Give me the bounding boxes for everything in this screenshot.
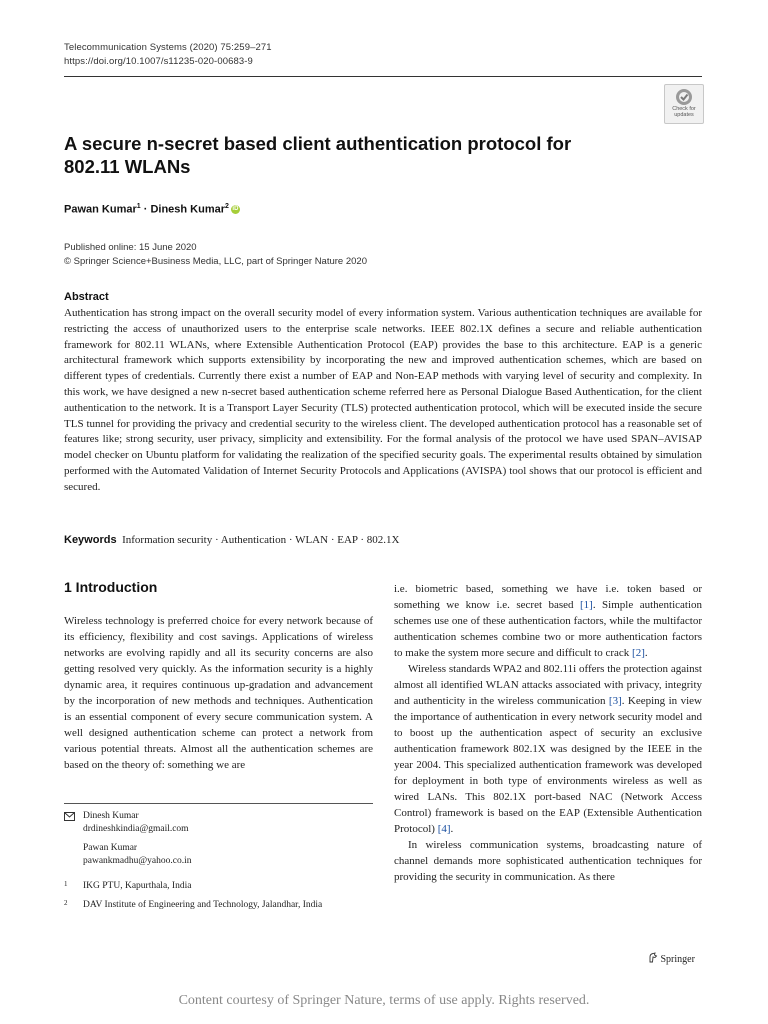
intro-paragraph [394,661,702,837]
author-name[interactable]: Pawan Kumar [64,203,137,216]
contact-email[interactable]: drdineshkindia@gmail.com [83,823,189,834]
abstract-heading: Abstract [64,291,109,303]
text-span: . Keeping in view the importance of authentication in every network security model and to boost up the authentication aspect of security an exclusive authentication framework 802.1X was designed by the IEEE in the year 2004. This specialized authentication framework was developed for deployment in both type of environments wireless as well as wired LANs. This 802.1X port-based NAC (Network Access Control) framework is based on the EAP (Extensible Authentication Protocol) [394,695,702,835]
author-separator: · [140,203,151,216]
abstract-text: Authentication has strong impact on the overall security model of every information system. Various authentication techniques are available for restricting the access of unauthorized users to the enterprise scale networks. IEEE 802.1X defines a secure and reliable authentication framework for 802.11 WLANs, where Extensible Authentication Protocol (EAP) provides the base to this architecture. EAP is a generic architectural framework which supports extensibility by incorporating the new and improved authentication schemes, which are based on different types of credentials. Currently there exist a number of EAP and Non-EAP methods with varying level of security and complexity. In this work, we have designed a new n-secret based authentication scheme referred here as Personal Dialogue Based Authentication, for the client authentication to the network. It is a Transport Layer Security (TLS) protected authentication protocol, which will be executed inside the secure TLS tunnel for providing the privacy and credential security to the wireless client. The developed authentication protocol has a reasonable set of features like; strong security, user privacy, simplicity and extensibility. For the formal analysis of the protocol we have used SPAN–AVISAP model checker on Ubuntu platform for validating the realization of the specified security goals. The experimental results obtained by simulation performed with the Automated Validation of Internet Security Protocols and Applications (AVISPA) tool shows that our protocol is efficient and secured. [64,307,702,493]
envelope-icon [64,812,75,821]
text-span: i.e. biometric based, something we have i.e. token based or something we know i.e. secret based [394,583,702,611]
published-date: Published online: 15 June 2020 [64,242,197,253]
paper-title: A secure n-secret based client authentication protocol for 802.11 WLANs [64,133,572,177]
affiliation-text: IKG PTU, Kapurthala, India [83,881,192,891]
check-badge-line-1: Check for [672,106,696,112]
keywords-text: Information security · Authentication · WLAN · EAP · 802.1X [122,534,400,546]
journal-citation: Telecommunication Systems (2020) 75:259–271 [64,42,272,53]
text-span: . [450,823,454,835]
keywords-label: Keywords [64,534,117,546]
text-span: . [644,647,648,659]
courtesy-notice: Content courtesy of Springer Nature, terms of use apply. Rights reserved. [178,993,590,1008]
keywords-line [64,534,702,546]
intro-paragraph [394,581,702,661]
check-for-updates-badge[interactable] [664,84,704,124]
springer-horse-icon [648,952,658,963]
doi-link[interactable]: https://doi.org/10.1007/s11235-020-00683-9 [64,56,253,67]
contact-email[interactable]: pawankmadhu@yahoo.co.in [83,855,192,866]
citation-link[interactable]: [4] [437,823,451,835]
springer-logo [648,952,695,965]
header-rule [64,76,702,77]
affiliation-mark: 2 [225,203,229,210]
check-badge-line-2: updates [674,112,694,118]
section-heading: 1 Introduction [64,579,158,595]
right-column [394,581,702,885]
text-span: . Simple authentication schemes use one of these authentication factors, while the multifactor authentication schemes combine two or more authentication factors to make the system more secure and difficult to crack [394,599,702,659]
contact-name: Dinesh Kumar [83,811,139,821]
check-updates-icon [675,88,693,106]
affiliation-mark: 1 [64,880,68,888]
left-column [64,613,373,773]
citation-link[interactable]: [3] [608,695,622,707]
citation-link[interactable]: [2] [632,647,645,659]
citation-link[interactable]: [1] [580,599,593,611]
affiliation-mark: 2 [64,899,68,907]
intro-paragraph: Wireless technology is preferred choice for every network because of its efficiency, flexibility and cost savings. Applications of wireless networks are evolving rapidly and all its security concerns are also getting resolved very quickly. As the information security is a highly dynamic area, it requires continuous up-gradation and advancement by the incorporation of new methods and techniques. Authentication is an essential component of every secure communication system. A well designed authentication scheme can protect a network from various potential threats. Almost all the authentication schemes are based on the theory of: something we are [64,615,373,771]
author-name[interactable]: Dinesh Kumar [150,203,226,216]
springer-logo-text: Springer [660,954,695,965]
text-span: Wireless standards WPA2 and 802.11i offers the protection against almost all identified WLAN attacks associated with privacy, integrity and authenticity in the wireless communication [394,663,702,707]
contact-name: Pawan Kumar [83,843,138,853]
author-line [64,203,240,216]
intro-paragraph: In wireless communication systems, broadcasting nature of channel demands more sophisticated authentication techniques for providing the security in communication. As there [394,839,702,883]
footnote-rule [64,803,373,804]
orcid-icon[interactable]: iD [232,206,239,213]
affiliation-text: DAV Institute of Engineering and Technology, Jalandhar, India [83,900,323,910]
affiliation-mark: 1 [136,203,141,210]
copyright-line: © Springer Science+Business Media, LLC, part of Springer Nature 2020 [64,256,367,267]
